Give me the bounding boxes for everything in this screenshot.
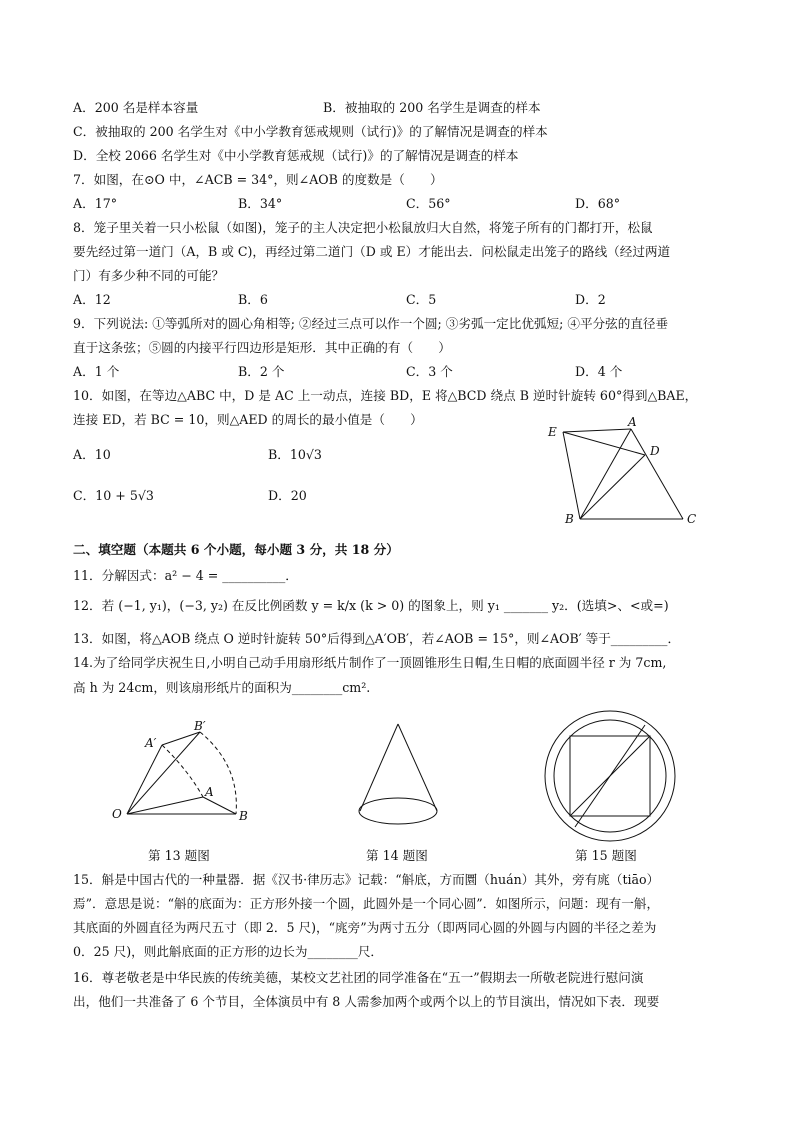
q9-line2: 直于这条弦；⑤圆的内接平行四边形是矩形．其中正确的有（ ） bbox=[73, 340, 451, 355]
q9-line1: 9．下列说法: ①等弧所对的圆心角相等; ②经过三点可以作一个圆; ③劣弧一定比优弧短; ④平分弦的直径垂 bbox=[73, 316, 669, 331]
fig13-label-a: A bbox=[205, 785, 214, 799]
q10-label-d: D bbox=[650, 444, 660, 458]
fig13-arc-a bbox=[162, 745, 203, 797]
q10-segment-ea bbox=[563, 429, 631, 432]
q12: 12．若 (−1, y₁)，(−3, y₂) 在反比例函数 y = k/x (k > 0) 的图象上，则 y₁ _______ y₂．(选填>、<或=) bbox=[73, 598, 669, 613]
caption-fig14: 第 14 题图 bbox=[366, 848, 428, 863]
fig15-square bbox=[570, 736, 650, 816]
q10-segment-ed bbox=[563, 432, 645, 455]
q14-line1: 14.为了给同学庆祝生日,小明自己动手用扇形纸片制作了一顶圆锥形生日帽,生日帽的底面圆半径 r 为 7cm, bbox=[73, 655, 667, 670]
q10-label-b: B bbox=[565, 512, 574, 526]
q10-label-e: E bbox=[548, 425, 557, 439]
q8-option-c: C．5 bbox=[406, 292, 437, 307]
q15-line1: 15．斛是中国古代的一种量器．据《汉书·律历志》记载：“斛底，方而圜（huán）其外，旁有庣（tiāo） bbox=[73, 872, 660, 887]
q6-option-a: A．200 名是样本容量 bbox=[73, 100, 199, 115]
fig13-label-a-prime: A′ bbox=[145, 736, 157, 750]
q9-option-b: B．2 个 bbox=[238, 364, 285, 379]
caption-fig15: 第 15 题图 bbox=[575, 848, 637, 863]
q8-line2: 要先经过第一道门（A，B 或 C)，再经过第二道门（D 或 E）才能出去．问松鼠走出笼子的路线（经过两道 bbox=[73, 244, 671, 259]
fig13-segment-oa bbox=[127, 797, 203, 814]
fig13 bbox=[127, 732, 236, 814]
section2-heading: 二、填空题（本题共 6 个小题，每小题 3 分，共 18 分） bbox=[73, 542, 399, 557]
q10-option-d: D．20 bbox=[268, 488, 307, 503]
q8-line1: 8．笼子里关着一只小松鼠（如图)，笼子的主人决定把小松鼠放归大自然，将笼子所有的门都打开，松鼠 bbox=[73, 220, 653, 235]
q10-segment-bd bbox=[580, 455, 645, 519]
fig15-outer-circle bbox=[545, 711, 675, 841]
q7-option-a: A．17° bbox=[73, 196, 118, 211]
fig14-cone-base bbox=[359, 798, 437, 824]
q7-option-c: C．56° bbox=[406, 196, 451, 211]
q9-option-a: A．1 个 bbox=[73, 364, 120, 379]
fig13-segment-a-prime-b-prime bbox=[162, 732, 200, 745]
fig13-segment-oa-prime bbox=[127, 745, 162, 814]
fig13-label-o: O bbox=[112, 807, 122, 821]
q10-line2: 连接 ED，若 BC = 10，则△AED 的周长的最小值是（ ） bbox=[73, 412, 423, 427]
q15-line2: 焉”．意思是说：“斛的底面为：正方形外接一个圆，此圆外是一个同心圆”．如图所示，问题：现有一斛， bbox=[73, 896, 660, 911]
q6-option-c: C．被抽取的 200 名学生对《中小学教育惩戒规则（试行)》的了解情况是调查的样本 bbox=[73, 124, 548, 139]
q15-line4: 0．25 尺)，则此斛底面的正方形的边长为________尺． bbox=[73, 944, 384, 959]
q16-line2: 出，他们一共准备了 6 个节目，全体演员中有 8 人需参加两个或两个以上的节目演出，情况如下表．现要 bbox=[73, 994, 660, 1009]
q7-option-d: D．68° bbox=[575, 196, 621, 211]
q11: 11．分解因式：a² − 4 = __________． bbox=[73, 568, 298, 583]
q16-line1: 16．尊老敬老是中华民族的传统美德，某校文艺社团的同学准备在“五一”假期去一所敬老院进行慰问演 bbox=[73, 970, 644, 985]
q10-option-a: A．10 bbox=[73, 447, 111, 462]
q6-option-d: D．全校 2066 名学生对《中小学教育惩戒规（试行)》的了解情况是调查的样本 bbox=[73, 148, 519, 163]
fig15 bbox=[545, 711, 675, 841]
q7-option-b: B．34° bbox=[238, 196, 283, 211]
q14-line2: 高 h 为 24cm，则该扇形纸片的面积为________cm². bbox=[73, 680, 371, 695]
q6-option-b: B．被抽取的 200 名学生是调查的样本 bbox=[323, 100, 541, 115]
q10-segment-eb bbox=[563, 432, 580, 519]
q8-line3: 门）有多少种不同的可能？ bbox=[73, 268, 225, 283]
fig15-inner-circle bbox=[554, 720, 666, 832]
q10-line1: 10．如图，在等边△ABC 中，D 是 AC 上一动点，连接 BD，E 将△BCD 绕点 B 逆时针旋转 60°得到△BAE， bbox=[73, 388, 698, 403]
q8-option-d: D．2 bbox=[575, 292, 606, 307]
q15-line3: 其底面的外圆直径为两尺五寸（即 2．5 尺)，“庣旁”为两寸五分（即两同心圆的外圆与内圆的半径之差为 bbox=[73, 920, 657, 935]
fig15-outer-diameter bbox=[575, 725, 645, 827]
q13: 13．如图，将△AOB 绕点 O 逆时针旋转 50°后得到△A′OB′，若∠AOB = 15°，则∠AOB′ 等于_________． bbox=[73, 631, 681, 646]
fig13-label-b: B bbox=[239, 809, 248, 823]
fig14-cone-right-side bbox=[398, 724, 437, 811]
q9-option-c: C．3 个 bbox=[406, 364, 453, 379]
q10-option-c: C．10 + 5√3 bbox=[73, 488, 154, 503]
fig13-segment-ab bbox=[203, 797, 236, 814]
q10-segment-ab bbox=[580, 429, 631, 519]
q10-label-c: C bbox=[687, 512, 697, 526]
fig13-segment-ob-prime bbox=[127, 732, 200, 814]
fig14-cone bbox=[359, 724, 437, 824]
fig13-label-b-prime: B′ bbox=[194, 719, 206, 733]
q7-stem: 7．如图，在⊙O 中，∠ACB = 34°，则∠AOB 的度数是（ ） bbox=[73, 172, 443, 187]
caption-fig13: 第 13 题图 bbox=[148, 848, 210, 863]
fig14-cone-left-side bbox=[360, 724, 398, 811]
q10-label-a: A bbox=[628, 415, 637, 429]
fig15-square-diagonal bbox=[570, 736, 650, 816]
q9-option-d: D．4 个 bbox=[575, 364, 623, 379]
q8-option-b: B．6 bbox=[238, 292, 268, 307]
fig13-arc-b bbox=[200, 732, 236, 814]
q10-option-b: B．10√3 bbox=[268, 447, 322, 462]
q8-option-a: A．12 bbox=[73, 292, 111, 307]
q10-segment-ac bbox=[631, 429, 683, 519]
